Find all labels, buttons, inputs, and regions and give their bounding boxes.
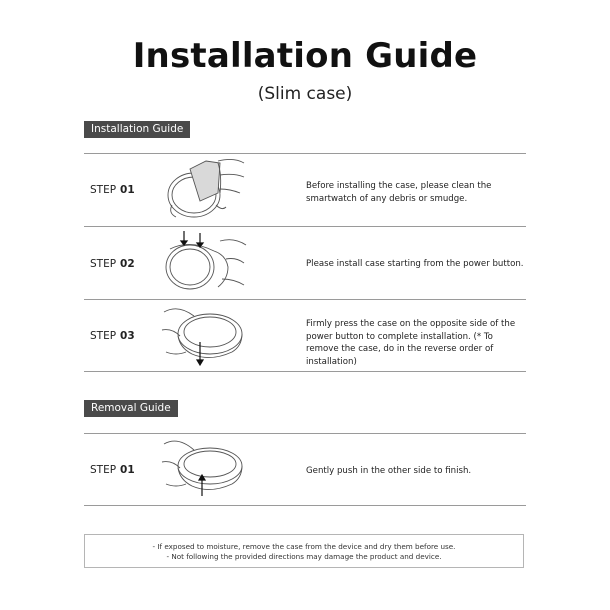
push-remove-case-icon	[160, 436, 250, 502]
divider	[84, 226, 526, 227]
install-step-3-text: Firmly press the case on the opposite side of the power button to complete installation. (* To remove the case, do in the reverse order of installation)	[306, 319, 516, 367]
step-word: STEP	[90, 464, 117, 476]
divider	[84, 433, 526, 434]
step-number: 01	[120, 464, 135, 476]
note-line: - Not following the provided directions may damage the product and device.	[166, 552, 442, 561]
divider	[84, 153, 526, 154]
step-number: 01	[120, 184, 135, 196]
install-step-3-label	[90, 330, 135, 342]
page-title: Installation Guide	[132, 36, 478, 76]
caution-notes	[84, 534, 524, 568]
install-step-2-text: Please install case starting from the power button.	[306, 259, 524, 269]
install-step-1-text: Before installing the case, please clean the smartwatch of any debris or smudge.	[306, 181, 492, 204]
divider	[84, 299, 526, 300]
cloth-wipe-watch-icon	[160, 155, 250, 221]
install-step-2-label	[90, 258, 135, 270]
step-word: STEP	[90, 258, 117, 270]
step-number: 02	[120, 258, 135, 270]
step-word: STEP	[90, 184, 117, 196]
step-number: 03	[120, 330, 135, 342]
hands-install-case-icon	[160, 229, 250, 295]
removal-step-1-label	[90, 464, 135, 476]
step-word: STEP	[90, 330, 117, 342]
divider	[84, 371, 526, 372]
removal-step-1-text: Gently push in the other side to finish.	[306, 466, 472, 476]
page-subtitle: (Slim case)	[257, 84, 353, 104]
install-step-1-label	[90, 184, 135, 196]
divider	[84, 505, 526, 506]
installation-guide-label: Installation Guide	[84, 121, 190, 138]
removal-guide-label: Removal Guide	[84, 400, 178, 417]
press-case-icon	[160, 302, 250, 368]
note-line: - If exposed to moisture, remove the case from the device and dry them before use.	[152, 542, 456, 551]
